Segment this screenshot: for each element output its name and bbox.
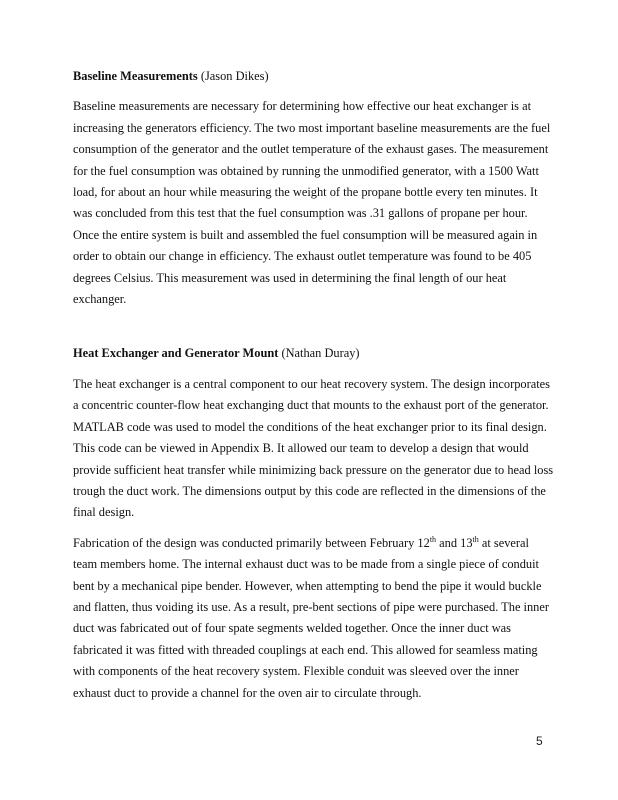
- text-fragment: and 13: [436, 535, 473, 550]
- text-line: The heat exchanger is a central component to our heat recovery system. The design incorporates: [73, 376, 550, 391]
- paragraph-baseline: [73, 96, 549, 310]
- text-line: This code can be viewed in Appendix B. It allowed our team to develop a design that would: [73, 441, 529, 456]
- text-fragment: Fabrication of the design was conducted primarily between February 12: [73, 535, 430, 550]
- page-content: [73, 66, 554, 713]
- text-line: load, for about an hour while measuring the weight of the propane bottle every ten minutes. It: [73, 185, 538, 200]
- section-title: Baseline Measurements: [73, 69, 198, 83]
- text-line: degrees Celsius. This measurement was used in determining the final length of our heat: [73, 270, 507, 285]
- text-line: bent by a mechanical pipe bender. However, when attempting to bend the pipe it would buckle: [73, 578, 542, 593]
- text-line: order to obtain our change in efficiency. The exhaust outlet temperature was found to be 405: [73, 249, 532, 264]
- paragraph-heat-exchanger-design: [73, 374, 554, 524]
- text-line: was concluded from this test that the fuel consumption was .31 gallons of propane per hour.: [73, 206, 528, 221]
- text-line: team members home. The internal exhaust duct was to be made from a single piece of conduit: [73, 557, 539, 572]
- text-line: exhaust duct to provide a channel for the oven air to circulate through.: [73, 685, 422, 700]
- section-author: (Nathan Duray): [281, 346, 360, 361]
- text-line: fabricated it was fitted with threaded couplings at each end. This allowed for seamless mating: [73, 642, 538, 657]
- text-line: increasing the generators efficiency. The two most important baseline measurements are the fuel: [73, 120, 551, 135]
- text-line: a concentric counter-flow heat exchanging duct that mounts to the exhaust port of the generator.: [73, 398, 549, 413]
- text-line: [73, 533, 549, 554]
- text-line: Once the entire system is built and assembled the fuel consumption will be measured again in: [73, 227, 538, 242]
- paragraph-fabrication: [73, 533, 549, 704]
- text-line: trough the duct work. The dimensions output by this code are reflected in the dimensions of the: [73, 483, 546, 498]
- text-line: final design.: [73, 505, 135, 520]
- text-line: duct was fabricated out of four spate segments welded together. Once the inner duct was: [73, 621, 511, 636]
- ordinal-suffix: th: [429, 534, 437, 544]
- section-title: Heat Exchanger and Generator Mount: [73, 346, 279, 361]
- text-line: MATLAB code was used to model the conditions of the heat exchanger prior to its final design.: [73, 419, 547, 434]
- text-line: consumption of the generator and the outlet temperature of the exhaust gases. The measurement: [73, 142, 549, 157]
- section-spacer: [73, 319, 549, 343]
- page-number: 5: [536, 734, 543, 748]
- text-line: exchanger.: [73, 292, 127, 307]
- text-line: with components of the heat recovery system. Flexible conduit was sleeved over the inner: [73, 664, 519, 679]
- text-line: and flatten, thus voiding its use. As a result, pre-bent sections of pipe were purchased. The inner: [73, 599, 549, 614]
- section-heading-baseline: [73, 66, 549, 87]
- ordinal-suffix: th: [472, 534, 479, 544]
- text-line: provide sufficient heat transfer while minimizing back pressure on the generator due to head loss: [73, 462, 554, 477]
- text-line: for the fuel consumption was obtained by running the unmodified generator, with a 1500 Watt: [73, 163, 539, 178]
- text-fragment: at several: [478, 535, 529, 550]
- section-heading-heat-exchanger: [73, 343, 549, 364]
- section-author: (Jason Dikes): [200, 69, 269, 83]
- text-line: Baseline measurements are necessary for determining how effective our heat exchanger is at: [73, 99, 532, 114]
